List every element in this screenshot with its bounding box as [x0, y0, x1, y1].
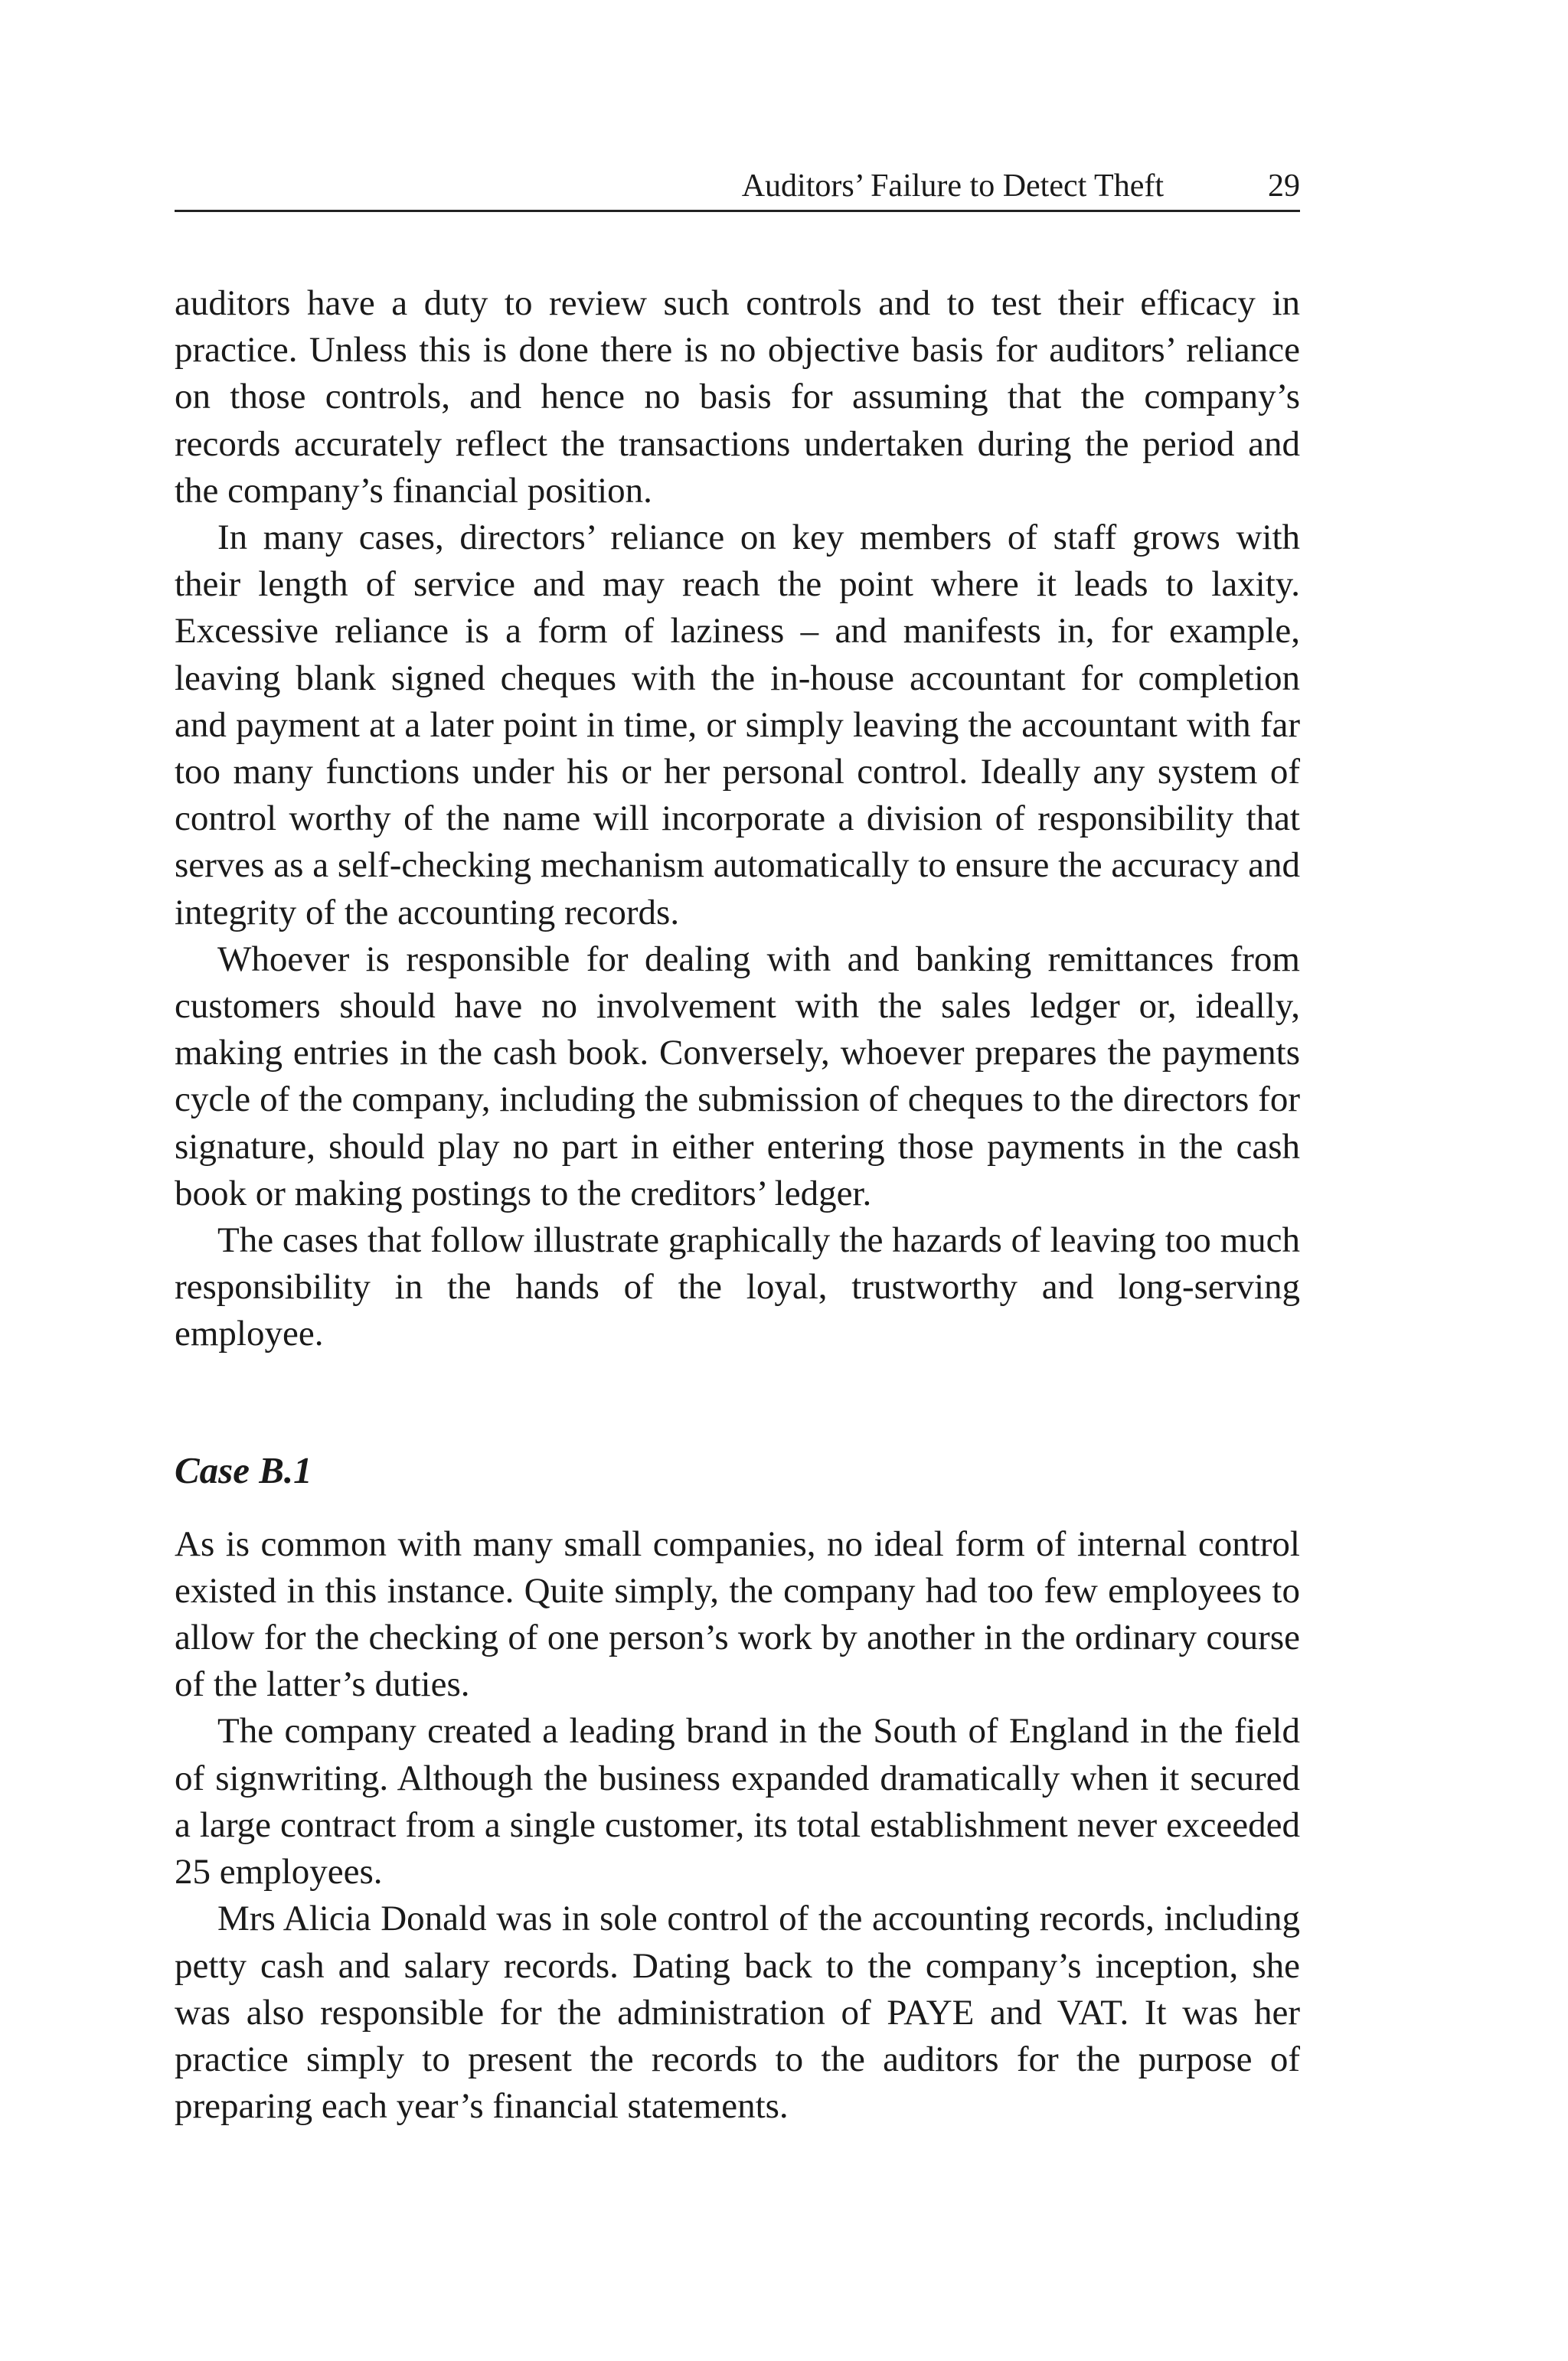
paragraph-directors-reliance: In many cases, directors’ reliance on key members of staff grows with their length of service and may reach the point where it leads to laxity. Excessive reliance is a form of laziness – and manifests in, for example, leaving blank signed cheques with the in-house accountant for completion and payment at a later point in time, or simply leaving the accountant with far too many functions under his or her personal control. Ideally any system of control worthy of the name will incorporate a division of responsibility that serves as a self-checking mechanism automatically to ensure the accuracy and integrity of the accounting records. — [175, 518, 1300, 932]
paragraph-company-brand: The company created a leading brand in the South of England in the field of signwriting. Although the business expanded dramatically when it secured a large contract from a single customer, its total establishment never exceeded 25 employees. — [175, 1711, 1300, 1892]
running-header-title: Auditors’ Failure to Detect Theft — [741, 168, 1164, 204]
page-number: 29 — [1268, 168, 1300, 204]
paragraph-remittances: Whoever is responsible for dealing with and banking remittances from customers should have no involvement with the sales ledger or, ideally, making entries in the cash book. Conversely, whoever prepares the payments cycle of the company, including the submission of cheques to the directors for signature, should play no part in either entering those payments in the cash book or making postings to the creditors’ ledger. — [175, 939, 1300, 1213]
case-heading: Case B.1 — [175, 1448, 312, 1491]
paragraph-internal-control: As is common with many small companies, no ideal form of internal control existed in this instance. Quite simply, the company had too few employees to allow for the checking of one person’s work by another in the ordinary course of the latter’s duties. — [175, 1523, 1300, 1705]
body-text — [175, 280, 1300, 2130]
paragraph-mrs-donald: Mrs Alicia Donald was in sole control of the accounting records, including petty cash and salary records. Dating back to the company’s inception, she was also responsible for the administration of PAYE and VAT. It was her practice simply to present the records to the auditors for the purpose of preparing each year’s financial statements. — [175, 1899, 1300, 2127]
running-header — [175, 162, 1300, 212]
paragraph-continued: auditors have a duty to review such controls and to test their efficacy in practice. Unless this is done there is no objective basis for auditors’ reliance on those controls, and hence no basis for assuming that the company’s records accurately reflect the transactions undertaken during the period and the company’s financial position. — [175, 283, 1300, 511]
paragraph-cases-intro: The cases that follow illustrate graphically the hazards of leaving too much responsibility in the hands of the loyal, trustworthy and long-serving employee. — [175, 1220, 1300, 1354]
